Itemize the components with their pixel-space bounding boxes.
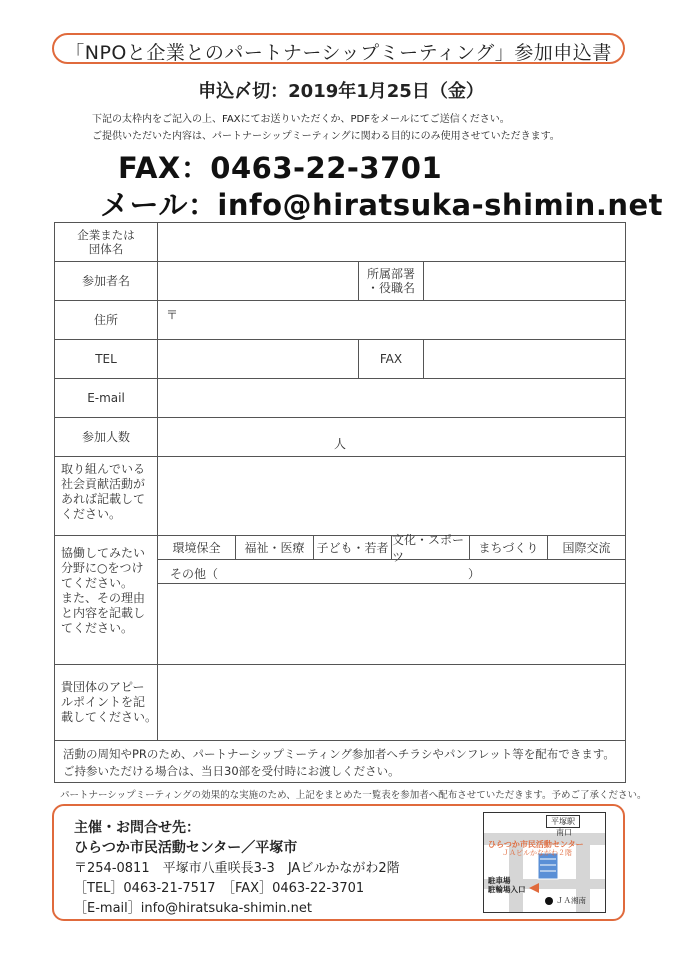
field-option-environment[interactable]: 環境保全 [157,535,236,560]
contact-phone: ［TEL］0463-21-7517 ［FAX］0463-22-3701 [74,881,365,896]
postal-mark: 〒 [166,308,179,322]
field-option-welfare[interactable]: 福祉・医療 [235,535,314,560]
field-option-community[interactable]: まちづくり [469,535,548,560]
dept-label: 所属部署 ・役職名 [358,261,424,301]
fields-reason-input[interactable] [157,583,626,665]
dept-input[interactable] [423,261,626,301]
count-unit: 人 [334,437,347,451]
flyer-note [54,740,626,783]
contact-email: ［E-mail］info@hiratsuka-shimin.net [74,901,312,916]
map-ja: ＪＡ湘南 [556,896,586,905]
address-input[interactable] [157,300,626,340]
appeal-label: 貴団体のアピー ルポイントを記 載してください。 [54,664,158,741]
email-input[interactable] [157,378,626,418]
field-option-other[interactable] [157,559,626,584]
notice: パートナーシップミーティングの効果的な実施のため、上記をまとめた一覧表を参加者へ配布させていただきます。予めご了承ください。 [60,790,647,801]
participant-label: 参加者名 [54,261,158,301]
other-close: ） [468,567,481,581]
fax-input[interactable] [423,339,626,379]
deadline: 申込〆切：2019年1月25日（金） [198,81,484,102]
map-graphic [484,813,605,912]
map-exit: 南口 [556,828,572,837]
contact-address: 〒254-0811 平塚市八重咲長3-3 JAビルかながわ2階 [74,861,400,876]
org-label: 企業または 団体名 [54,222,158,262]
fax-label: FAX [358,339,424,379]
fields-label: 協働してみたい 分野に○をつけ てください。 また、その理由 と内容を記載し てください。 [54,535,158,665]
count-input[interactable] [157,417,626,457]
flyer-note-line-1: 活動の周知やPRのため、パートナーシップミーティング参加者へチラシやパンフレット等を配布できます。 [63,747,615,761]
map-station: 平塚駅 [546,815,580,828]
email-label: E-mail [54,378,158,418]
participant-input[interactable] [157,261,359,301]
mail-line: メール：info@hiratsuka-shimin.net [100,188,664,222]
flyer-note-line-2: ご持参いただける場合は、当日30部を受付時にお渡しください。 [63,764,400,778]
other-label: その他（ [170,567,219,581]
contact-org: ひらつか市民活動センター／平塚市 [74,840,298,856]
activity-label: 取り組んでいる 社会貢献活動が あれば記載して ください。 [54,456,158,536]
count-label: 参加人数 [54,417,158,457]
map-parking: 駐車場 駐輪場入口 [488,876,526,894]
field-option-culture-sports[interactable]: 文化・スポーツ [391,535,470,560]
instruction-2: ご提供いただいた内容は、パートナーシップミーティングに関わる目的にのみ使用させていただきます。 [92,131,560,142]
contact-heading: 主催・お問合せ先： [74,820,200,836]
application-form [54,222,626,783]
address-label: 住所 [54,300,158,340]
form-title: 「NPOと企業とのパートナーシップミーティング」参加申込書 [65,42,612,64]
field-option-children[interactable]: 子ども・若者 [313,535,392,560]
field-option-international[interactable]: 国際交流 [547,535,626,560]
tel-label: TEL [54,339,158,379]
org-input[interactable] [157,222,626,262]
activity-input[interactable] [157,456,626,536]
tel-input[interactable] [157,339,359,379]
map-building: ＪＡビルかながわ２階 [502,849,572,857]
access-map [483,812,606,913]
fax-line: FAX：0463-22-3701 [118,151,443,185]
map-center-name: ひらつか市民活動センター [488,840,584,849]
instruction-1: 下記の太枠内をご記入の上、FAXにてお送りいただくか、PDFをメールにてご送信ください。 [92,114,510,125]
title-box [52,33,625,64]
appeal-input[interactable] [157,664,626,741]
